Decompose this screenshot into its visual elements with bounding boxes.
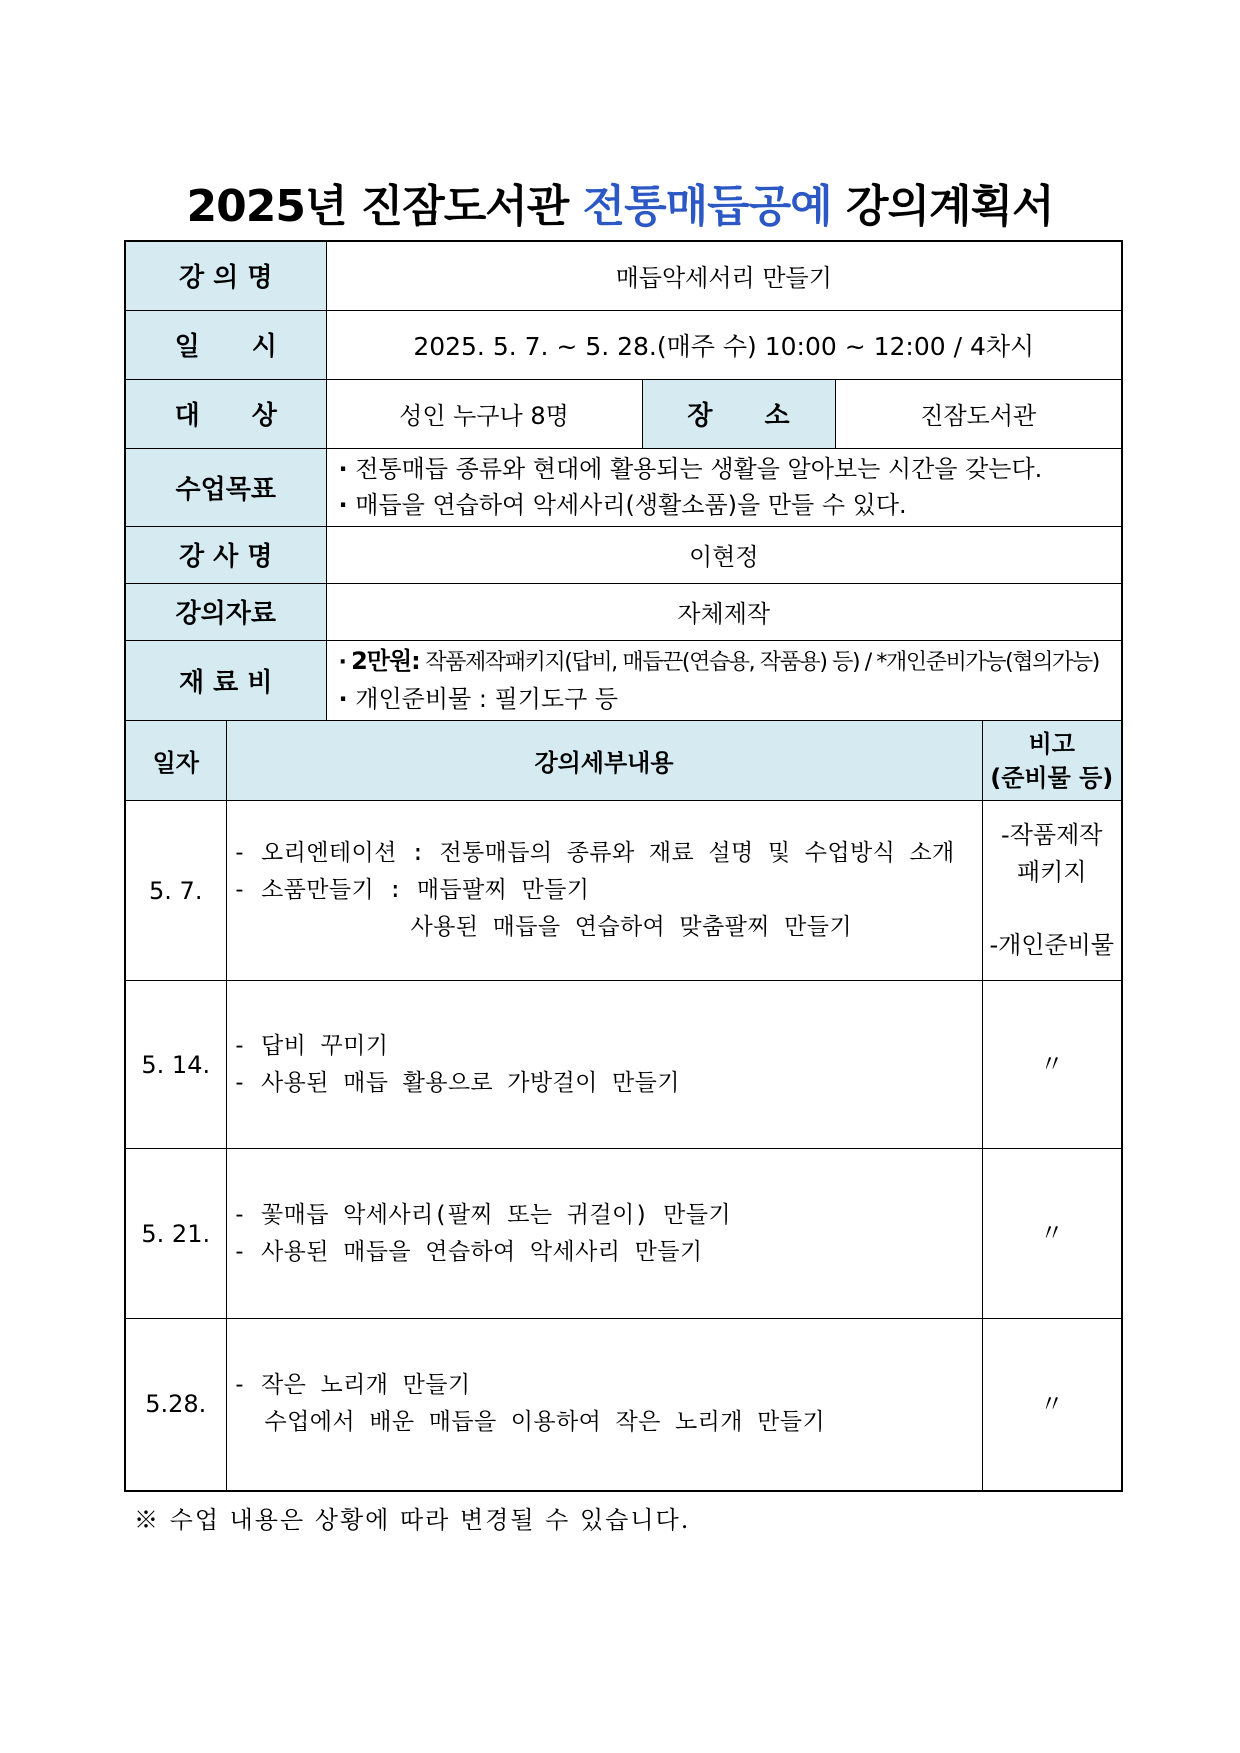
row-instructor	[125, 526, 1122, 583]
row-goals	[125, 448, 1122, 526]
session-detail: - 작은 노리개 만들기 수업에서 배운 매듭을 이용하여 작은 노리개 만들기	[226, 1319, 982, 1491]
header-date: 일자	[125, 721, 226, 801]
goal-list	[326, 448, 1122, 526]
session-note-ditto: 〃	[982, 1149, 1122, 1319]
row-fee	[125, 640, 1122, 721]
session-detail: - 답비 꾸미기 - 사용된 매듭 활용으로 가방걸이 만들기	[226, 981, 982, 1149]
schedule-row	[125, 981, 1122, 1149]
schedule-row	[125, 1149, 1122, 1319]
datetime-label: 일 시	[125, 310, 326, 379]
goal-item: · 전통매듭 종류와 현대에 활용되는 생활을 알아보는 시간을 갖는다.	[338, 455, 1043, 483]
schedule-row	[125, 1319, 1122, 1491]
material-value: 자체제작	[326, 583, 1122, 640]
course-name-label: 강 의 명	[125, 241, 326, 310]
header-detail: 강의세부내용	[226, 721, 982, 801]
fee-amount: 2만원:	[351, 647, 420, 676]
fee-list	[326, 640, 1122, 721]
session-date: 5. 7.	[125, 801, 226, 981]
schedule-row	[125, 801, 1122, 981]
target-label: 대 상	[125, 379, 326, 448]
schedule-table	[124, 720, 1123, 1492]
page-title	[0, 170, 1240, 234]
title-accent: 전통매듭공예	[582, 181, 832, 232]
fee-personal: 개인준비물 : 필기도구 등	[355, 685, 619, 714]
place-value: 진잠도서관	[835, 379, 1122, 448]
material-label: 강의자료	[125, 583, 326, 640]
header-note: 비고 (준비물 등)	[982, 721, 1122, 801]
session-detail: - 꽃매듭 악세사리(팔찌 또는 귀걸이) 만들기 - 사용된 매듭을 연습하여 악세사리 만들기	[226, 1149, 982, 1319]
row-datetime	[125, 310, 1122, 379]
datetime-value: 2025. 5. 7. ~ 5. 28.(매주 수) 10:00 ~ 12:00 / 4차시	[326, 310, 1122, 379]
session-date: 5. 21.	[125, 1149, 226, 1319]
instructor-label: 강 사 명	[125, 526, 326, 583]
fee-item: · 2만원: 작품제작패키지(답비, 매듭끈(연습용, 작품용) 등) / *개인준비가능(협의가능)	[338, 647, 1099, 676]
session-note-ditto: 〃	[982, 1319, 1122, 1491]
instructor-name: 이현정	[326, 526, 1122, 583]
course-info-table	[124, 240, 1123, 722]
row-material	[125, 583, 1122, 640]
course-name: 매듭악세서리 만들기	[326, 241, 1122, 310]
session-date: 5.28.	[125, 1319, 226, 1491]
footer-note: ※ 수업 내용은 상황에 따라 변경될 수 있습니다.	[134, 1506, 691, 1534]
place-label: 장 소	[642, 379, 835, 448]
title-prefix: 2025년 진잠도서관	[186, 181, 569, 232]
session-note-ditto: 〃	[982, 981, 1122, 1149]
goal-label: 수업목표	[125, 448, 326, 526]
row-target-place	[125, 379, 1122, 448]
title-suffix: 강의계획서	[845, 181, 1054, 232]
fee-label: 재 료 비	[125, 640, 326, 721]
session-detail: - 오리엔테이션 : 전통매듭의 종류와 재료 설명 및 수업방식 소개 - 소품만들기 : 매듭팔찌 만들기 사용된 매듭을 연습하여 맞춤팔찌 만들기	[226, 801, 982, 981]
goal-item: · 매듭을 연습하여 악세사리(생활소품)을 만들 수 있다.	[338, 491, 907, 519]
fee-detail: 작품제작패키지(답비, 매듭끈(연습용, 작품용) 등) / *개인준비가능(협의가능)	[425, 650, 1099, 676]
row-course-name	[125, 241, 1122, 310]
session-note: -작품제작 패키지 -개인준비물	[982, 801, 1122, 981]
fee-item: · 개인준비물 : 필기도구 등	[338, 685, 619, 714]
session-date: 5. 14.	[125, 981, 226, 1149]
target-value: 성인 누구나 8명	[326, 379, 642, 448]
schedule-header-row	[125, 721, 1122, 801]
